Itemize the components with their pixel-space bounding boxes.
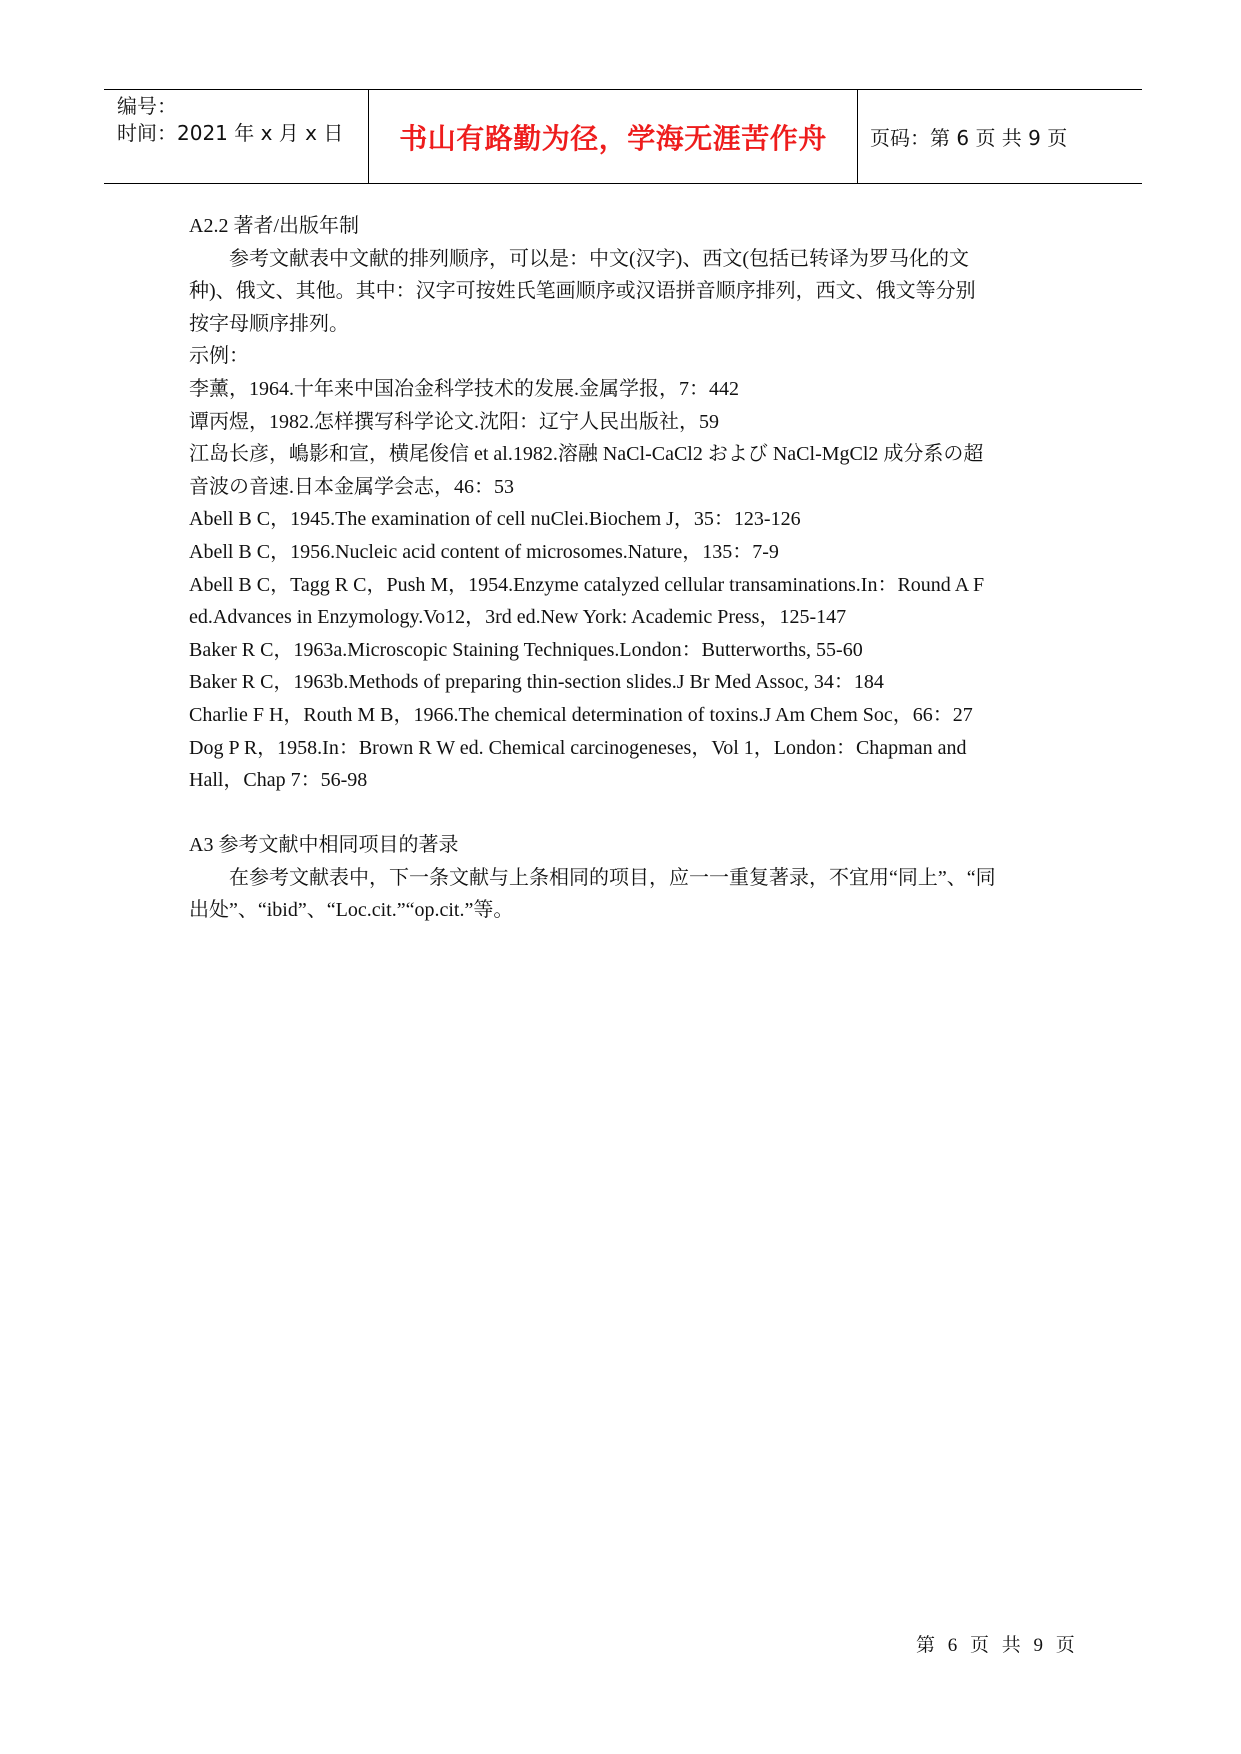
header-page-number: 页码：第 6 页 共 9 页 <box>870 126 1068 150</box>
page-header <box>104 89 1142 184</box>
reference-entry: Charlie F H，Routh M B，1966.The chemical determination of toxins.J Am Chem Soc，66：27 <box>189 703 973 726</box>
reference-entry: Abell B C，1956.Nucleic acid content of microsomes.Nature，135：7-9 <box>189 540 779 563</box>
reference-entry: 音波の音速.日本金属学会志，46：53 <box>189 475 514 498</box>
header-page-cell <box>858 90 1142 183</box>
paragraph-line: 种)、俄文、其他。其中：汉字可按姓氏笔画顺序或汉语拼音顺序排列，西文、俄文等分别 <box>189 280 976 303</box>
reference-entry: Hall，Chap 7：56-98 <box>189 769 368 792</box>
section-heading-a3: A3 参考文献中相同项目的著录 <box>189 834 459 857</box>
reference-entry: Baker R C，1963b.Methods of preparing thin-section slides.J Br Med Assoc, 34：184 <box>189 671 884 694</box>
paragraph-line: 在参考文献表中，下一条文献与上条相同的项目，应一一重复著录，不宜用“同上”、“同 <box>229 866 996 889</box>
document-number-label: 编号： <box>117 94 177 118</box>
reference-entry: ed.Advances in Enzymology.Vo12，3rd ed.New York: Academic Press，125-147 <box>189 606 847 629</box>
section-heading-a22: A2.2 著者/出版年制 <box>189 215 359 237</box>
example-label: 示例： <box>189 345 249 368</box>
header-left-cell <box>104 90 368 183</box>
reference-entry: 谭丙煜，1982.怎样撰写科学论文.沈阳：辽宁人民出版社，59 <box>189 410 719 433</box>
paragraph-line: 出处”、“ibid”、“Loc.cit.”“op.cit.”等。 <box>189 899 514 922</box>
paragraph-line: 参考文献表中文献的排列顺序，可以是：中文(汉字)、西文(包括已转译为罗马化的文 <box>229 247 969 270</box>
reference-entry: Abell B C，1945.The examination of cell nuClei.Biochem J，35：123-126 <box>189 508 801 531</box>
header-motto-cell <box>368 90 858 183</box>
document-body <box>189 210 1059 927</box>
document-time-label: 时间：2021 年 x 月 x 日 <box>117 121 344 145</box>
reference-entry: Dog P R，1958.In：Brown R W ed. Chemical carcinogeneses，Vol 1，London：Chapman and <box>189 736 967 759</box>
reference-entry: Abell B C，Tagg R C，Push M，1954.Enzyme catalyzed cellular transaminations.In：Round A F <box>189 573 985 596</box>
header-motto: 书山有路勤为径，学海无涯苦作舟 <box>399 121 827 155</box>
reference-entry: Baker R C，1963a.Microscopic Staining Techniques.London：Butterworths, 55-60 <box>189 638 863 661</box>
reference-entry: 江岛长彦，嶋影和宣，横尾俊信 et al.1982.溶融 NaCl-CaCl2 および NaCl-MgCl2 成分系の超 <box>189 443 984 466</box>
reference-entry: 李薰，1964.十年来中国冶金科学技术的发展.金属学报，7：442 <box>189 377 739 400</box>
paragraph-line: 按字母顺序排列。 <box>189 312 349 335</box>
blank-line <box>189 797 1059 830</box>
page-footer-number: 第 6 页 共 9 页 <box>916 1635 1079 1656</box>
